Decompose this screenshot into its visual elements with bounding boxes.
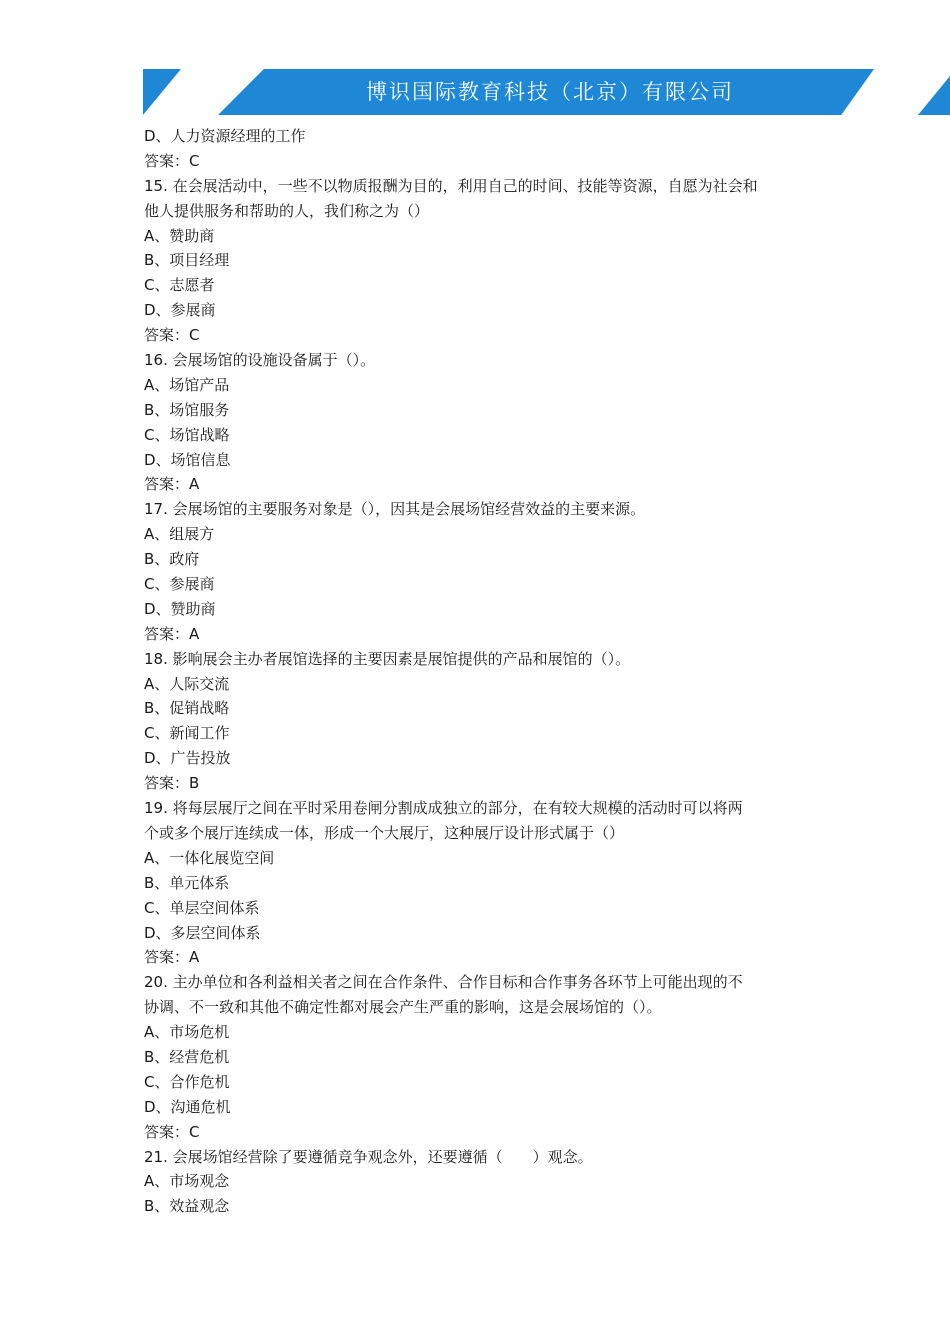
- text-line: B、场馆服务: [144, 400, 230, 419]
- text-line: A、赞助商: [144, 226, 215, 245]
- text-line: 答案：C: [144, 151, 200, 170]
- text-line: D、广告投放: [144, 749, 231, 768]
- text-line: B、效益观念: [144, 1197, 230, 1216]
- text-line: A、市场观念: [144, 1172, 230, 1191]
- text-line: C、新闻工作: [144, 724, 230, 743]
- document-body: [144, 124, 814, 1219]
- text-line: 答案：A: [144, 624, 200, 643]
- text-line: 答案：C: [144, 1122, 200, 1141]
- text-line: 答案：B: [144, 774, 200, 793]
- text-line: D、沟通危机: [144, 1097, 231, 1116]
- text-line: A、组展方: [144, 525, 215, 544]
- text-line: 协调、不一致和其他不确定性都对展会产生严重的影响，这是会展场馆的（）。: [144, 998, 662, 1017]
- text-line: 18. 影响展会主办者展馆选择的主要因素是展馆提供的产品和展馆的（）。: [144, 649, 631, 668]
- text-line: C、合作危机: [144, 1072, 230, 1091]
- text-line: 15. 在会展活动中，一些不以物质报酬为目的，利用自己的时间、技能等资源，自愿为社会和: [144, 176, 758, 195]
- text-line: D、多层空间体系: [144, 923, 261, 942]
- text-line: 答案：C: [144, 326, 200, 345]
- text-line: A、场馆产品: [144, 375, 230, 394]
- text-line: 答案：A: [144, 948, 200, 967]
- banner-left-stripe: [143, 69, 181, 115]
- text-line: 20. 主办单位和各利益相关者之间在合作条件、合作目标和合作事务各环节上可能出现的不: [144, 973, 743, 992]
- text-line: 个或多个展厅连续成一体，形成一个大展厅，这种展厅设计形式属于（）: [144, 823, 625, 842]
- text-line: D、人力资源经理的工作: [144, 127, 306, 145]
- text-line: C、单层空间体系: [144, 898, 260, 917]
- text-line: C、场馆战略: [144, 425, 230, 444]
- company-title: 博识国际教育科技（北京）有限公司: [366, 80, 734, 104]
- text-line: 21. 会展场馆经营除了要遵循竞争观念外，还要遵循（ ）观念。: [144, 1147, 593, 1166]
- text-line: 他人提供服务和帮助的人，我们称之为（）: [144, 201, 430, 220]
- text-line: 19. 将每层展厅之间在平时采用卷闸分割成成独立的部分，在有较大规模的活动时可以将两: [144, 799, 743, 818]
- text-line: D、场馆信息: [144, 450, 231, 469]
- text-line: D、参展商: [144, 301, 216, 320]
- text-line: A、人际交流: [144, 674, 230, 693]
- text-line: A、市场危机: [144, 1023, 230, 1042]
- text-line: C、参展商: [144, 575, 215, 594]
- text-line: B、经营危机: [144, 1047, 230, 1066]
- text-line: B、促销战略: [144, 699, 230, 718]
- text-line: B、单元体系: [144, 873, 230, 892]
- text-line: D、赞助商: [144, 599, 216, 618]
- text-line: B、项目经理: [144, 251, 230, 270]
- text-line: 16. 会展场馆的设施设备属于（）。: [144, 351, 376, 370]
- text-line: B、政府: [144, 550, 200, 569]
- text-line: A、一体化展览空间: [144, 848, 275, 867]
- text-line: 17. 会展场馆的主要服务对象是（），因其是会展场馆经营效益的主要来源。: [144, 500, 646, 519]
- text-line: C、志愿者: [144, 276, 215, 295]
- banner-right-stripe: [918, 76, 950, 115]
- text-line: 答案：A: [144, 475, 200, 494]
